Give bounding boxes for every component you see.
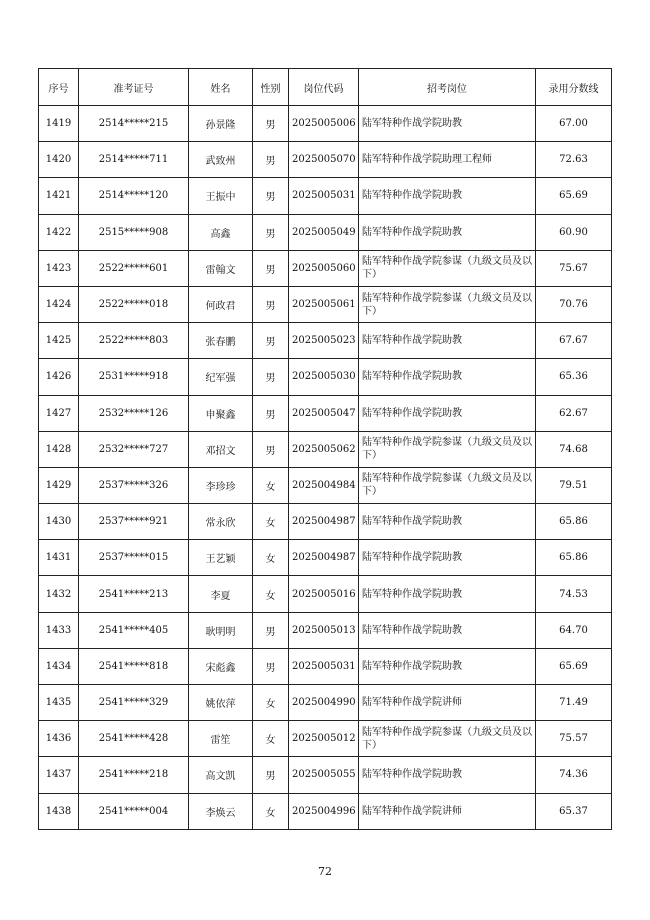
cell-ticket: 2522*****803 xyxy=(79,323,189,359)
cell-name: 雷笙 xyxy=(189,721,253,757)
cell-score: 79.51 xyxy=(536,467,612,503)
cell-code: 2025005049 xyxy=(289,214,359,250)
cell-seq: 1438 xyxy=(39,793,79,829)
cell-score: 65.37 xyxy=(536,793,612,829)
table-row xyxy=(39,721,612,757)
cell-score: 60.90 xyxy=(536,214,612,250)
cell-score: 72.63 xyxy=(536,142,612,178)
cell-post: 陆军特种作战学院参谋（九级文员及以下） xyxy=(359,286,536,322)
table-row xyxy=(39,250,612,286)
cell-name: 纪军强 xyxy=(189,359,253,395)
cell-gender: 男 xyxy=(253,648,289,684)
cell-name: 邓招文 xyxy=(189,431,253,467)
table-row xyxy=(39,685,612,721)
cell-gender: 男 xyxy=(253,757,289,793)
header-post: 招考岗位 xyxy=(359,69,536,106)
table-row xyxy=(39,286,612,322)
cell-score: 62.67 xyxy=(536,395,612,431)
cell-post: 陆军特种作战学院助教 xyxy=(359,323,536,359)
cell-post: 陆军特种作战学院助教 xyxy=(359,612,536,648)
header-ticket: 准考证号 xyxy=(79,69,189,106)
cell-seq: 1429 xyxy=(39,467,79,503)
cell-post: 陆军特种作战学院助教 xyxy=(359,648,536,684)
cell-name: 何政君 xyxy=(189,286,253,322)
cell-name: 宋彪鑫 xyxy=(189,648,253,684)
cell-gender: 男 xyxy=(253,395,289,431)
cell-ticket: 2541*****213 xyxy=(79,576,189,612)
cell-code: 2025005016 xyxy=(289,576,359,612)
cell-post: 陆军特种作战学院助教 xyxy=(359,178,536,214)
cell-code: 2025005031 xyxy=(289,178,359,214)
cell-seq: 1432 xyxy=(39,576,79,612)
cell-name: 王振中 xyxy=(189,178,253,214)
cell-post: 陆军特种作战学院助教 xyxy=(359,359,536,395)
cell-seq: 1435 xyxy=(39,685,79,721)
table-row xyxy=(39,540,612,576)
cell-code: 2025005013 xyxy=(289,612,359,648)
cell-score: 74.68 xyxy=(536,431,612,467)
cell-seq: 1421 xyxy=(39,178,79,214)
cell-gender: 男 xyxy=(253,612,289,648)
table-row xyxy=(39,612,612,648)
cell-post: 陆军特种作战学院助教 xyxy=(359,214,536,250)
table-row xyxy=(39,323,612,359)
cell-score: 64.70 xyxy=(536,612,612,648)
cell-code: 2025004990 xyxy=(289,685,359,721)
cell-ticket: 2541*****004 xyxy=(79,793,189,829)
cell-ticket: 2522*****601 xyxy=(79,250,189,286)
cell-seq: 1420 xyxy=(39,142,79,178)
cell-seq: 1434 xyxy=(39,648,79,684)
cell-name: 常永欣 xyxy=(189,504,253,540)
cell-code: 2025005012 xyxy=(289,721,359,757)
cell-score: 70.76 xyxy=(536,286,612,322)
cell-ticket: 2515*****908 xyxy=(79,214,189,250)
cell-post: 陆军特种作战学院助理工程师 xyxy=(359,142,536,178)
cell-name: 雷翰文 xyxy=(189,250,253,286)
cell-post: 陆军特种作战学院助教 xyxy=(359,106,536,142)
cell-code: 2025005055 xyxy=(289,757,359,793)
cell-score: 65.86 xyxy=(536,540,612,576)
cell-post: 陆军特种作战学院参谋（九级文员及以下） xyxy=(359,467,536,503)
cell-score: 67.67 xyxy=(536,323,612,359)
cell-gender: 男 xyxy=(253,214,289,250)
cell-gender: 男 xyxy=(253,286,289,322)
cell-ticket: 2522*****018 xyxy=(79,286,189,322)
table-row xyxy=(39,576,612,612)
cell-ticket: 2541*****218 xyxy=(79,757,189,793)
cell-score: 65.36 xyxy=(536,359,612,395)
header-seq: 序号 xyxy=(39,69,79,106)
cell-code: 2025004996 xyxy=(289,793,359,829)
cell-ticket: 2541*****818 xyxy=(79,648,189,684)
cell-code: 2025005030 xyxy=(289,359,359,395)
cell-ticket: 2532*****727 xyxy=(79,431,189,467)
cell-score: 65.86 xyxy=(536,504,612,540)
cell-gender: 女 xyxy=(253,467,289,503)
cell-name: 李夏 xyxy=(189,576,253,612)
cell-score: 71.49 xyxy=(536,685,612,721)
table-row xyxy=(39,467,612,503)
cell-name: 武致州 xyxy=(189,142,253,178)
cell-code: 2025005047 xyxy=(289,395,359,431)
cell-name: 张春鹏 xyxy=(189,323,253,359)
cell-ticket: 2537*****326 xyxy=(79,467,189,503)
cell-score: 67.00 xyxy=(536,106,612,142)
cell-post: 陆军特种作战学院讲师 xyxy=(359,685,536,721)
cell-post: 陆军特种作战学院助教 xyxy=(359,504,536,540)
cell-gender: 女 xyxy=(253,540,289,576)
cell-seq: 1430 xyxy=(39,504,79,540)
table-row xyxy=(39,214,612,250)
cell-code: 2025004984 xyxy=(289,467,359,503)
cell-ticket: 2537*****921 xyxy=(79,504,189,540)
table-row xyxy=(39,106,612,142)
header-score: 录用分数线 xyxy=(536,69,612,106)
table-row xyxy=(39,757,612,793)
header-code: 岗位代码 xyxy=(289,69,359,106)
cell-gender: 男 xyxy=(253,359,289,395)
cell-code: 2025005061 xyxy=(289,286,359,322)
cell-name: 王艺颖 xyxy=(189,540,253,576)
cell-seq: 1428 xyxy=(39,431,79,467)
cell-seq: 1436 xyxy=(39,721,79,757)
admission-score-table xyxy=(38,68,612,830)
cell-seq: 1426 xyxy=(39,359,79,395)
header-name: 姓名 xyxy=(189,69,253,106)
cell-seq: 1431 xyxy=(39,540,79,576)
cell-post: 陆军特种作战学院参谋（九级文员及以下） xyxy=(359,431,536,467)
cell-gender: 男 xyxy=(253,142,289,178)
cell-name: 姚依萍 xyxy=(189,685,253,721)
cell-seq: 1422 xyxy=(39,214,79,250)
table-row xyxy=(39,431,612,467)
cell-name: 耿明明 xyxy=(189,612,253,648)
cell-seq: 1437 xyxy=(39,757,79,793)
cell-name: 高文凯 xyxy=(189,757,253,793)
cell-post: 陆军特种作战学院助教 xyxy=(359,395,536,431)
cell-gender: 女 xyxy=(253,576,289,612)
cell-name: 李珍珍 xyxy=(189,467,253,503)
table-row xyxy=(39,359,612,395)
cell-score: 65.69 xyxy=(536,648,612,684)
cell-post: 陆军特种作战学院助教 xyxy=(359,540,536,576)
cell-score: 75.57 xyxy=(536,721,612,757)
cell-code: 2025005023 xyxy=(289,323,359,359)
cell-post: 陆军特种作战学院参谋（九级文员及以下） xyxy=(359,721,536,757)
cell-ticket: 2537*****015 xyxy=(79,540,189,576)
cell-name: 孙景隆 xyxy=(189,106,253,142)
cell-ticket: 2514*****120 xyxy=(79,178,189,214)
cell-gender: 女 xyxy=(253,793,289,829)
table-row xyxy=(39,793,612,829)
cell-code: 2025004987 xyxy=(289,504,359,540)
table-row xyxy=(39,395,612,431)
cell-post: 陆军特种作战学院助教 xyxy=(359,757,536,793)
cell-name: 李焕云 xyxy=(189,793,253,829)
cell-ticket: 2541*****428 xyxy=(79,721,189,757)
cell-score: 75.67 xyxy=(536,250,612,286)
cell-score: 74.53 xyxy=(536,576,612,612)
cell-ticket: 2532*****126 xyxy=(79,395,189,431)
cell-gender: 男 xyxy=(253,323,289,359)
cell-ticket: 2531*****918 xyxy=(79,359,189,395)
table-row xyxy=(39,504,612,540)
cell-gender: 女 xyxy=(253,721,289,757)
cell-name: 高鑫 xyxy=(189,214,253,250)
cell-post: 陆军特种作战学院助教 xyxy=(359,576,536,612)
cell-gender: 女 xyxy=(253,685,289,721)
cell-seq: 1425 xyxy=(39,323,79,359)
cell-seq: 1423 xyxy=(39,250,79,286)
table-header-row xyxy=(39,69,612,106)
cell-code: 2025005006 xyxy=(289,106,359,142)
cell-code: 2025005060 xyxy=(289,250,359,286)
table-row xyxy=(39,178,612,214)
cell-name: 申聚鑫 xyxy=(189,395,253,431)
cell-post: 陆军特种作战学院参谋（九级文员及以下） xyxy=(359,250,536,286)
cell-ticket: 2541*****329 xyxy=(79,685,189,721)
cell-seq: 1427 xyxy=(39,395,79,431)
cell-seq: 1433 xyxy=(39,612,79,648)
table-row xyxy=(39,142,612,178)
cell-seq: 1419 xyxy=(39,106,79,142)
cell-ticket: 2541*****405 xyxy=(79,612,189,648)
table-row xyxy=(39,648,612,684)
cell-gender: 男 xyxy=(253,106,289,142)
cell-gender: 男 xyxy=(253,250,289,286)
cell-code: 2025005070 xyxy=(289,142,359,178)
cell-gender: 女 xyxy=(253,504,289,540)
cell-gender: 男 xyxy=(253,431,289,467)
header-gender: 性别 xyxy=(253,69,289,106)
cell-code: 2025004987 xyxy=(289,540,359,576)
cell-code: 2025005062 xyxy=(289,431,359,467)
cell-ticket: 2514*****711 xyxy=(79,142,189,178)
cell-seq: 1424 xyxy=(39,286,79,322)
cell-code: 2025005031 xyxy=(289,648,359,684)
cell-score: 65.69 xyxy=(536,178,612,214)
cell-ticket: 2514*****215 xyxy=(79,106,189,142)
cell-post: 陆军特种作战学院讲师 xyxy=(359,793,536,829)
cell-score: 74.36 xyxy=(536,757,612,793)
cell-gender: 男 xyxy=(253,178,289,214)
page-number: 72 xyxy=(318,865,332,878)
